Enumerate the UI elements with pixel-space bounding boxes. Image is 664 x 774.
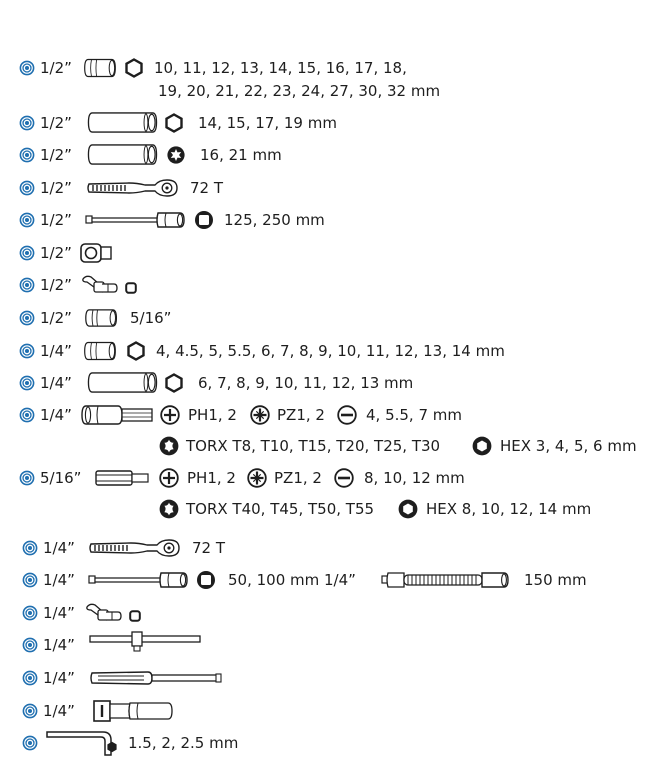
pozidriv-sizes: PZ1, 2 [277, 406, 325, 424]
torx-sizes: TORX T40, T45, T50, T55 [186, 500, 375, 518]
universal-joint-icon [80, 273, 120, 297]
adapter-icon [79, 241, 119, 265]
phillips-icon [160, 405, 180, 425]
slotted-sizes: 4, 5.5, 7 mm [366, 406, 463, 424]
drive-size: 1/2” [40, 244, 72, 262]
drive-size: 1/2” [40, 211, 72, 229]
ratchet-icon [87, 537, 183, 559]
bullet-icon [22, 703, 38, 719]
universal-joint-icon [84, 601, 124, 625]
size-list-continued: 19, 20, 21, 22, 23, 24, 27, 30, 32 mm [158, 82, 441, 100]
item-row [0, 176, 664, 204]
drive-size: 1/2” [40, 276, 72, 294]
spark-plug-socket-icon [84, 307, 120, 329]
bullet-icon [19, 277, 35, 293]
phillips-icon [159, 468, 179, 488]
teeth-count: 72 T [190, 179, 224, 197]
bullet-icon [19, 147, 35, 163]
drive-size: 1/2” [40, 59, 72, 77]
bullet-icon [19, 310, 35, 326]
extension-bar-icon [86, 568, 192, 592]
item-row [0, 466, 664, 518]
drive-size: 1/4” [40, 406, 72, 424]
hexagon-outline-icon [164, 373, 184, 393]
flexible-length: 150 mm [524, 571, 587, 589]
slotted-icon [337, 405, 357, 425]
extension-bar-icon [84, 208, 188, 232]
bullet-icon [19, 245, 35, 261]
bullet-icon [19, 470, 35, 486]
bullet-icon [19, 407, 35, 423]
pozidriv-icon [247, 468, 267, 488]
drive-size: 1/2” [40, 146, 72, 164]
square-drive-icon [194, 210, 214, 230]
item-row [0, 143, 664, 171]
torx-icon [159, 499, 179, 519]
item-row [0, 633, 664, 661]
small-square-icon [125, 282, 137, 294]
bullet-icon [22, 605, 38, 621]
hex-bit-icon [472, 436, 492, 456]
small-hex-icon [106, 741, 118, 753]
item-row [0, 371, 664, 399]
drive-size: 1/2” [40, 309, 72, 327]
drive-size: 1/4” [43, 539, 75, 557]
item-row [0, 536, 664, 564]
size-list: 10, 11, 12, 13, 14, 15, 16, 17, 18, [154, 59, 407, 77]
deep-socket-icon [85, 143, 159, 166]
item-row [0, 273, 664, 301]
drive-size: 1/4” [40, 342, 72, 360]
hexagon-outline-icon [124, 58, 144, 78]
deep-socket-icon [85, 111, 159, 134]
bullet-icon [19, 343, 35, 359]
item-row [0, 208, 664, 236]
size-list: 14, 15, 17, 19 mm [198, 114, 337, 132]
deep-socket-icon [85, 371, 159, 394]
phillips-sizes: PH1, 2 [188, 406, 237, 424]
length-list: 50, 100 mm 1/4” [228, 571, 356, 589]
size-list: 16, 21 mm [200, 146, 282, 164]
bullet-icon [22, 670, 38, 686]
small-square-icon [129, 610, 141, 622]
torx-icon [159, 436, 179, 456]
item-row [0, 568, 664, 596]
key-sizes: 1.5, 2, 2.5 mm [128, 734, 239, 752]
torx-sizes: TORX T8, T10, T15, T20, T25, T30 [186, 437, 441, 455]
pozidriv-icon [250, 405, 270, 425]
drive-size: 1/4” [43, 571, 75, 589]
short-socket-icon [83, 57, 117, 79]
slotted-icon [334, 468, 354, 488]
item-row [0, 339, 664, 367]
ratchet-icon [85, 177, 181, 199]
item-row [0, 111, 664, 139]
bullet-icon [22, 540, 38, 556]
hexagon-outline-icon [126, 341, 146, 361]
item-row [0, 601, 664, 629]
screwdriver-handle-icon [88, 666, 224, 690]
bullet-icon [22, 637, 38, 653]
socket-size: 5/16” [130, 309, 172, 327]
hex-sizes: HEX 8, 10, 12, 14 mm [426, 500, 592, 518]
slotted-sizes: 8, 10, 12 mm [364, 469, 465, 487]
item-row [0, 731, 664, 759]
item-row [0, 403, 664, 455]
bullet-icon [22, 572, 38, 588]
phillips-sizes: PH1, 2 [187, 469, 236, 487]
drive-size: 5/16” [40, 469, 82, 487]
bullet-icon [22, 735, 38, 751]
pozidriv-sizes: PZ1, 2 [274, 469, 322, 487]
bit-socket-icon [80, 403, 156, 427]
drive-size: 1/4” [40, 374, 72, 392]
drive-size: 1/2” [40, 114, 72, 132]
teeth-count: 72 T [192, 539, 226, 557]
bullet-icon [19, 60, 35, 76]
bullet-icon [19, 212, 35, 228]
bullet-icon [19, 180, 35, 196]
hex-bit-holder-icon [94, 466, 150, 490]
size-list: 6, 7, 8, 9, 10, 11, 12, 13 mm [198, 374, 414, 392]
square-drive-icon [196, 570, 216, 590]
bullet-icon [19, 375, 35, 391]
length-list: 125, 250 mm [224, 211, 325, 229]
flexible-extension-icon [380, 568, 510, 592]
bullet-icon [19, 115, 35, 131]
item-row [0, 699, 664, 727]
drive-size: 1/2” [40, 179, 72, 197]
drive-size: 1/4” [43, 669, 75, 687]
hex-sizes: HEX 3, 4, 5, 6 mm [500, 437, 637, 455]
short-socket-icon [83, 340, 117, 362]
item-row [0, 241, 664, 269]
drive-size: 1/4” [43, 636, 75, 654]
item-row [0, 56, 664, 100]
item-row [0, 306, 664, 334]
drive-size: 1/4” [43, 702, 75, 720]
size-list: 4, 4.5, 5, 5.5, 6, 7, 8, 9, 10, 11, 12, 13, 14 mm [156, 342, 505, 360]
hexagon-outline-icon [164, 113, 184, 133]
hex-bit-icon [398, 499, 418, 519]
item-row [0, 666, 664, 694]
drive-size: 1/4” [43, 604, 75, 622]
sliding-t-bar-icon [88, 629, 204, 653]
bit-adapter-icon [92, 699, 176, 723]
hex-key-icon [45, 727, 115, 759]
twelve-point-icon [166, 145, 186, 165]
